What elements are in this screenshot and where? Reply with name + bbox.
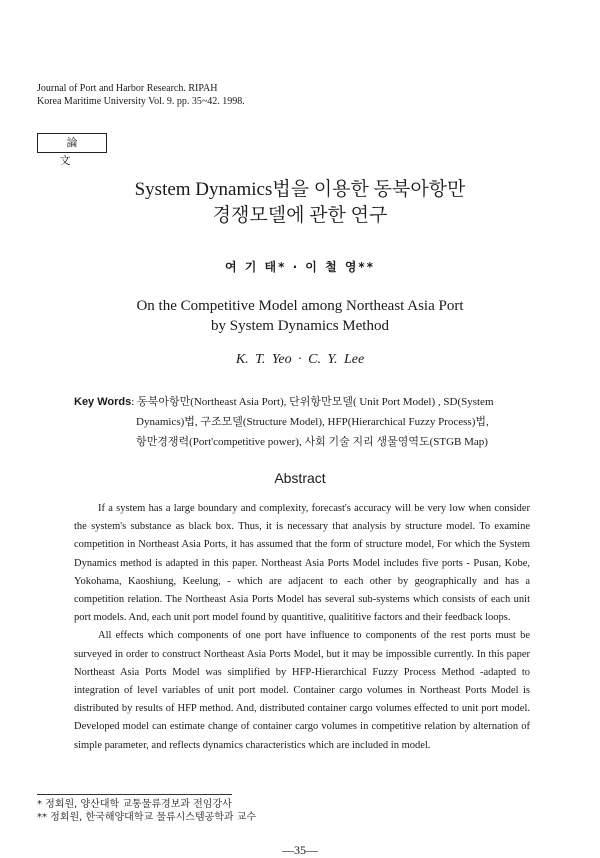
keywords-label: Key Words [74, 396, 132, 408]
footnote-divider [37, 794, 232, 795]
keywords-line-2: Dynamics)법, 구조모델(Structure Model), HFP(Hierarchical Fuzzy Process)법, [136, 416, 489, 428]
korean-title [0, 177, 600, 229]
page-number: —35— [282, 843, 318, 857]
abstract-paragraph-1: If a system has a large boundary and complexity, forecast's accuracy will be very low when consider the system's substance as black box. Thus, it is necessary that analysis by structure model. To examine competition in Northeast Asia Ports, it has assumed that the form of structure model, For which the System Dynamics method is adapted in this paper. Northeast Asia Ports Model includes five ports - Pusan, Kobe, Yokohama, Kaoshiung, Keelung, - which are adjacent to each other by geographically and has a competition relation. The Northeast Asia Ports Model has several sub-systems which consists of each unit port models. And, each unit port model found by quantitive, qualititive factors and their feedback loops. [74, 503, 530, 624]
english-title-line-1: On the Competitive Model among Northeast Asia Port [136, 298, 464, 314]
korean-authors: 여 기 태* · 이 철 영** [224, 260, 375, 274]
journal-line-2: Korea Maritime University Vol. 9. pp. 35~42. 1998. [37, 96, 245, 107]
korean-title-line-1: System Dynamics법을 이용한 동북아항만 [134, 179, 466, 200]
keywords-text-1: : 동북아항만(Northeast Asia Port), 단위항만모델( Unit Port Model) , SD(System [131, 396, 494, 408]
english-authors: K. T. Yeo · C. Y. Lee [235, 352, 365, 367]
keywords-block [74, 392, 534, 452]
abstract-body [74, 500, 530, 755]
abstract-heading: Abstract [274, 470, 326, 486]
footnote-1: * 정회원, 양산대학 교통물류경보과 전임강사 [37, 799, 232, 810]
footnote-2: ** 정회원, 한국해양대학교 물류시스템공학과 교수 [37, 812, 257, 823]
journal-header [37, 82, 245, 108]
english-title [0, 296, 600, 336]
journal-line-1: Journal of Port and Harbor Research. RIPAH [37, 83, 218, 94]
article-type-tag: 論 文 [37, 133, 107, 153]
keywords-line-1 [74, 392, 534, 412]
abstract-paragraph-2: All effects which components of one port have influence to components of the rest ports must be surveyed in order to construct Northeast Asia Ports Model, but it may be impossible currently. In this paper Northeast Asia Ports Model was simplified by HFP-Hierarchical Fuzzy Process Method -adapted to integration of level variables of unit port model. Container cargo volumes in Northeast Ports Model is distributed by results of HFP method. And, distributed container cargo volumes effected to unit port model. Developed model can estimate change of container cargo volumes in competitive relation by alternation of simple parameter, and reflects dynamics characteristics which are included in model. [74, 630, 530, 751]
footnotes [37, 798, 256, 824]
english-title-line-2: by System Dynamics Method [211, 318, 389, 334]
keywords-line-3: 항만경쟁력(Port'competitive power), 사회 기술 지리 생물영역도(STGB Map) [136, 436, 488, 448]
korean-title-line-2: 경쟁모델에 관한 연구 [212, 205, 388, 226]
